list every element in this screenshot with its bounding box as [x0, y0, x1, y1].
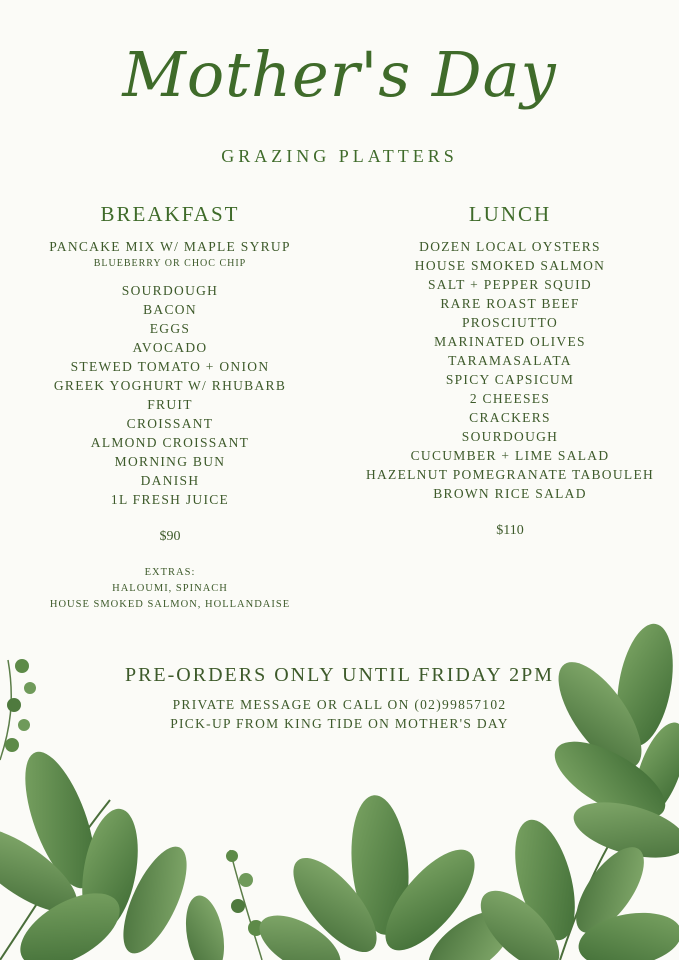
page-subtitle: GRAZING PLATTERS [221, 146, 458, 166]
extras-line-1: HALOUMI, SPINACH [112, 583, 228, 594]
breakfast-item: GREEK YOGHURT W/ RHUBARB [53, 378, 287, 393]
breakfast-item: 1L FRESH JUICE [110, 492, 230, 507]
lunch-item: TARAMASALATA [448, 353, 572, 368]
contact-line: PRIVATE MESSAGE OR CALL ON (02)99857102 [172, 697, 507, 712]
extras-line-2: HOUSE SMOKED SALMON, HOLLANDAISE [49, 599, 291, 610]
breakfast-first-item: PANCAKE MIX W/ MAPLE SYRUP [49, 239, 291, 254]
breakfast-list [20, 281, 320, 509]
breakfast-first-note: BLUEBERRY OR CHOC CHIP [93, 258, 247, 269]
breakfast-item: DANISH [140, 473, 200, 488]
lunch-item: DOZEN LOCAL OYSTERS [419, 239, 601, 254]
lunch-column [360, 202, 660, 539]
lunch-item: PROSCIUTTO [461, 315, 559, 330]
pickup-line: PICK-UP FROM KING TIDE ON MOTHER'S DAY [170, 716, 509, 731]
breakfast-item: BACON [143, 302, 197, 317]
lunch-item: SPICY CAPSICUM [445, 372, 575, 387]
lunch-item: SALT + PEPPER SQUID [428, 277, 592, 292]
preorder-headline: PRE-ORDERS ONLY UNTIL FRIDAY 2PM [124, 664, 555, 686]
page-title: Mother's Day [122, 38, 557, 111]
breakfast-price: $90 [159, 529, 181, 544]
footer [0, 664, 679, 733]
extras-label: EXTRAS: [144, 567, 196, 578]
lunch-item: CUCUMBER + LIME SALAD [410, 448, 610, 463]
breakfast-item: AVOCADO [132, 340, 208, 355]
lunch-item: 2 CHEESES [469, 391, 551, 406]
lunch-item: CRACKERS [469, 410, 551, 425]
breakfast-item: MORNING BUN [114, 454, 226, 469]
breakfast-item: ALMOND CROISSANT [90, 435, 250, 450]
breakfast-heading: BREAKFAST [100, 202, 240, 226]
breakfast-column [20, 202, 320, 613]
lunch-item: RARE ROAST BEEF [440, 296, 580, 311]
lunch-list [360, 237, 660, 503]
lunch-item: SOURDOUGH [461, 429, 559, 444]
lunch-item: HAZELNUT POMEGRANATE TABOULEH [365, 467, 655, 482]
lunch-item: BROWN RICE SALAD [433, 486, 587, 501]
leaf-cluster-center [250, 793, 523, 960]
breakfast-extras [20, 565, 320, 613]
breakfast-item: CROISSANT [126, 416, 214, 431]
breakfast-item: FRUIT [147, 397, 193, 412]
lunch-item: MARINATED OLIVES [434, 334, 586, 349]
breakfast-item: EGGS [149, 321, 191, 336]
lunch-heading: LUNCH [468, 202, 552, 226]
breakfast-item: SOURDOUGH [121, 283, 219, 298]
lunch-item: HOUSE SMOKED SALMON [414, 258, 606, 273]
breakfast-item: STEWED TOMATO + ONION [70, 359, 270, 374]
lunch-price: $110 [496, 523, 524, 538]
